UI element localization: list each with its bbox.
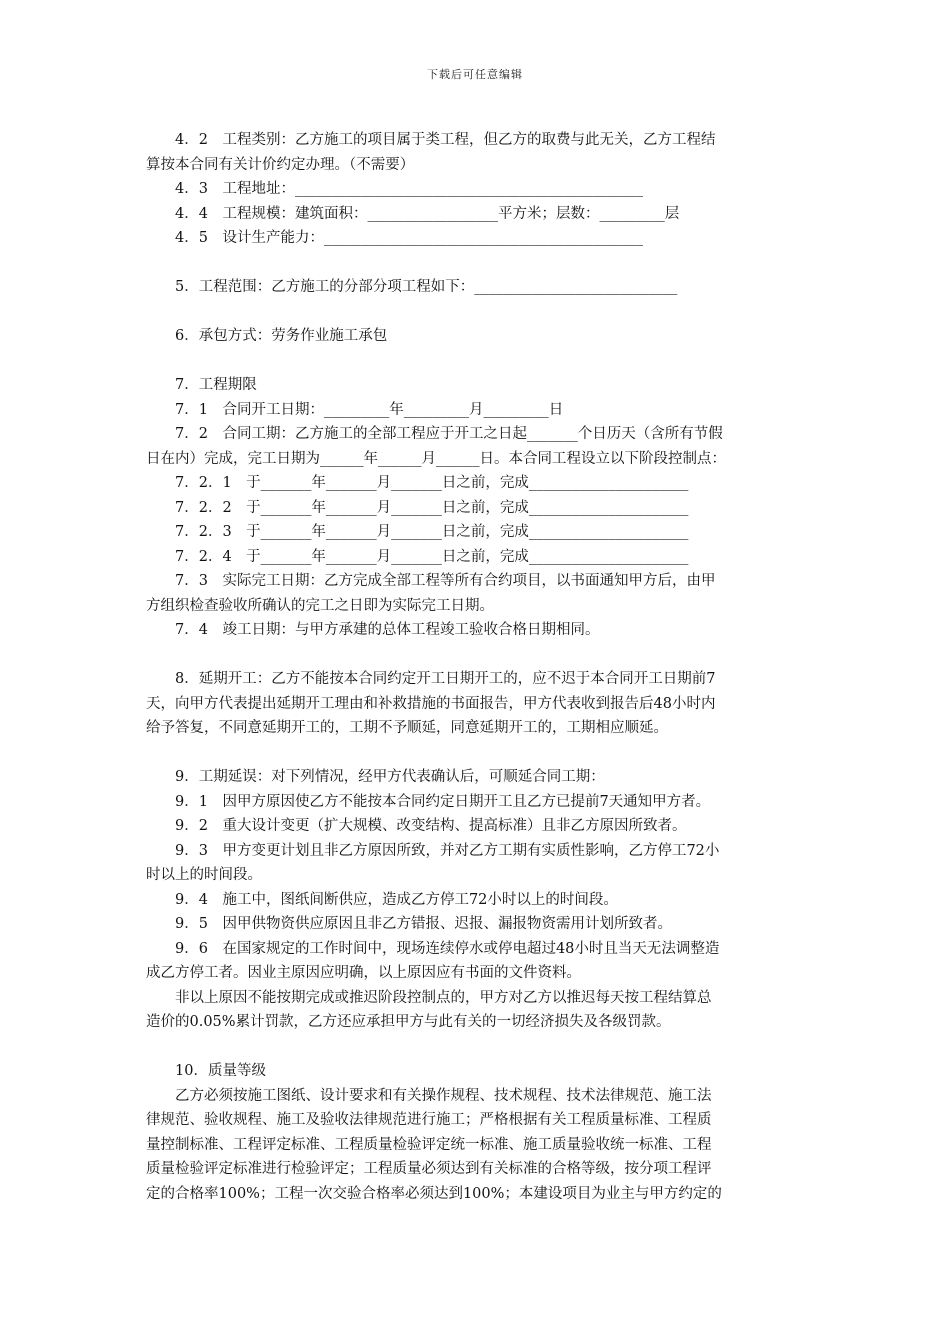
clause-7-2-3: 7．2．3 于_______年_______月_______日之前，完成______________________ <box>175 524 689 540</box>
clause-10-line2: 律规范、验收规程、施工及验收法律规范进行施工；严格根据有关工程质量标准、工程质 <box>146 1112 712 1128</box>
clause-4-3: 4．3 工程地址：________________________________________________ <box>175 181 643 197</box>
clause-7-2-line2: 日在内）完成，完工日期为______年______月______日。本合同工程设立以下阶段控制点： <box>146 450 726 467</box>
clause-5: 5．工程范围：乙方施工的分部分项工程如下：____________________________ <box>175 279 678 295</box>
clause-8-line3: 给予答复，不同意延期开工的，工期不予顺延，同意延期开工的，工期相应顺延。 <box>146 720 668 736</box>
clause-7-4: 7．4 竣工日期：与甲方承建的总体工程竣工验收合格日期相同。 <box>175 622 600 638</box>
clause-7-2-4: 7．2．4 于_______年_______月_______日之前，完成______________________ <box>175 548 689 565</box>
clause-9-3-line1: 9．3 甲方变更计划且非乙方原因所致，并对乙方工期有实质性影响，乙方停工72小 <box>175 842 720 859</box>
clause-9-penalty-line1: 非以上原因不能按期完成或推迟阶段控制点的，甲方对乙方以推迟每天按工程结算总 <box>175 989 712 1006</box>
clause-10-line4: 质量检验评定标准进行检验评定；工程质量必须达到有关标准的合格等级，按分项工程评 <box>146 1161 712 1177</box>
clause-7-2-1: 7．2．1 于_______年_______月_______日之前，完成______________________ <box>175 475 689 491</box>
clause-7-1: 7．1 合同开工日期：_________年_________月_________日 <box>175 401 564 418</box>
clause-10-heading: 10．质量等级 <box>175 1063 266 1079</box>
clause-7-3-line1: 7．3 实际完工日期：乙方完成全部工程等所有合约项目，以书面通知甲方后，由甲 <box>175 573 716 589</box>
clause-9-penalty-line2: 造价的0.05%累计罚款，乙方还应承担甲方与此有关的一切经济损失及各级罚款。 <box>146 1014 671 1030</box>
clause-9-5: 9．5 因甲供物资供应原因且非乙方错报、迟报、漏报物资需用计划所致者。 <box>175 916 672 932</box>
clause-10-line1: 乙方必须按施工图纸、设计要求和有关操作规程、技术规程、技术法律规范、施工法 <box>175 1087 712 1104</box>
clause-7-3-line2: 方组织检查验收所确认的完工之日即为实际完工日期。 <box>146 597 494 614</box>
clause-7-2-2: 7．2．2 于_______年_______月_______日之前，完成______________________ <box>175 499 689 516</box>
clause-6: 6．承包方式：劳务作业施工承包 <box>175 328 388 344</box>
clause-4-4: 4．4 工程规模：建筑面积：__________________平方米；层数：_________层 <box>175 205 680 222</box>
clause-8-line2: 天，向甲方代表提出延期开工理由和补救措施的书面报告，甲方代表收到报告后48小时内 <box>146 695 716 712</box>
clause-7-2-line1: 7．2 合同工期：乙方施工的全部工程应于开工之日起_______个日历天（含所有节假 <box>175 426 723 442</box>
clause-9-heading: 9．工期延误：对下列情况，经甲方代表确认后，可顺延合同工期： <box>175 769 605 785</box>
clause-4-2-line2: 算按本合同有关计价约定办理。（不需要） <box>146 156 415 173</box>
clause-9-4: 9．4 施工中，图纸间断供应，造成乙方停工72小时以上的时间段。 <box>175 891 618 908</box>
clause-8-line1: 8．延期开工：乙方不能按本合同约定开工日期开工的，应不迟于本合同开工日期前7 <box>175 671 716 687</box>
clause-4-2-line1: 4．2 工程类别：乙方施工的项目属于类工程，但乙方的取费与此无关，乙方工程结 <box>175 132 716 148</box>
clause-4-5: 4．5 设计生产能力：____________________________________________ <box>175 230 643 246</box>
clause-9-1: 9．1 因甲方原因使乙方不能按本合同约定日期开工且乙方已提前7天通知甲方者。 <box>175 793 711 810</box>
clause-9-2: 9．2 重大设计变更（扩大规模、改变结构、提高标准）且非乙方原因所致者。 <box>175 818 687 834</box>
clause-9-6-line2: 成乙方停工者。因业主原因应明确，以上原因应有书面的文件资料。 <box>146 965 581 981</box>
clause-10-line3: 量控制标准、工程评定标准、工程质量检验评定统一标准、施工质量验收统一标准、工程 <box>146 1136 712 1153</box>
contract-body <box>146 128 806 1206</box>
clause-9-3-line2: 时以上的时间段。 <box>146 867 262 883</box>
page-header: 下载后可任意编辑 <box>427 68 523 81</box>
clause-10-line5: 定的合格率100%；工程一次交验合格率必须达到100%；本建设项目为业主与甲方约定的 <box>146 1185 722 1202</box>
clause-7-heading: 7．工程期限 <box>175 377 257 393</box>
clause-9-6-line1: 9．6 在国家规定的工作时间中，现场连续停水或停电超过48小时且当天无法调整造 <box>175 940 720 957</box>
